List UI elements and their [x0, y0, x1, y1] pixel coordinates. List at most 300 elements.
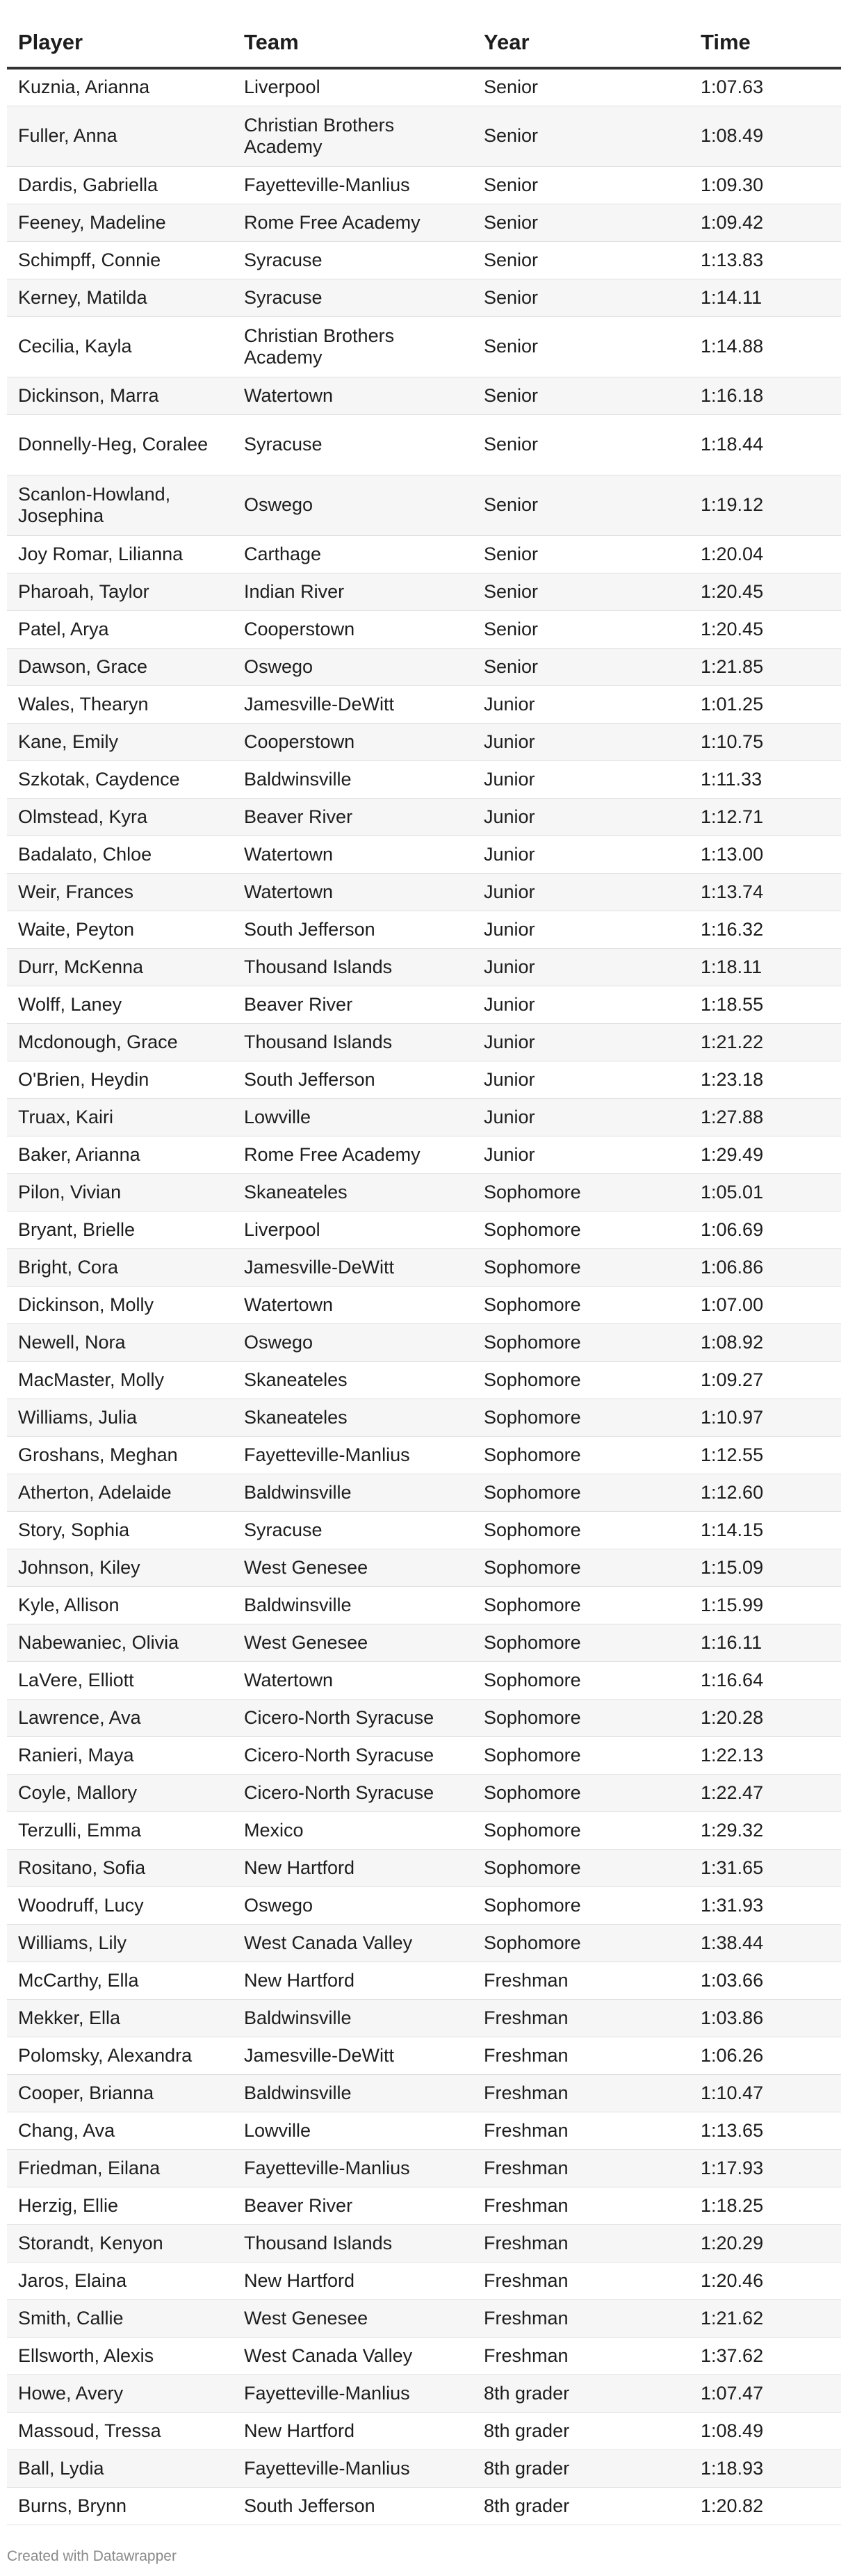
cell-team: Cooperstown [233, 723, 473, 760]
cell-player: Coyle, Mallory [7, 1774, 233, 1811]
header-row [7, 0, 841, 68]
table-row [7, 377, 841, 414]
cell-team: Watertown [233, 377, 473, 414]
cell-year: Sophomore [473, 1811, 690, 1849]
cell-year: Sophomore [473, 1323, 690, 1361]
cell-player: Chang, Ava [7, 2112, 233, 2149]
table-row [7, 1361, 841, 1399]
cell-player: Williams, Julia [7, 1399, 233, 1436]
cell-time: 1:13.83 [690, 241, 841, 279]
cell-time: 1:07.00 [690, 1286, 841, 1323]
cell-team: Thousand Islands [233, 948, 473, 986]
cell-team: Jamesville-DeWitt [233, 2037, 473, 2074]
cell-team: Fayetteville-Manlius [233, 166, 473, 204]
table-row [7, 1098, 841, 1136]
table-row [7, 1023, 841, 1061]
cell-time: 1:37.62 [690, 2337, 841, 2374]
cell-player: Nabewaniec, Olivia [7, 1624, 233, 1661]
cell-player: Mcdonough, Grace [7, 1023, 233, 1061]
cell-year: Junior [473, 798, 690, 835]
cell-player: LaVere, Elliott [7, 1661, 233, 1699]
cell-team: Baldwinsville [233, 2074, 473, 2112]
cell-year: Senior [473, 535, 690, 573]
cell-team: Liverpool [233, 68, 473, 106]
cell-time: 1:14.88 [690, 316, 841, 377]
table-body [7, 68, 841, 2525]
table-row [7, 1736, 841, 1774]
cell-time: 1:22.13 [690, 1736, 841, 1774]
cell-player: Groshans, Meghan [7, 1436, 233, 1474]
table-row [7, 911, 841, 948]
cell-year: Sophomore [473, 1924, 690, 1962]
cell-year: Sophomore [473, 1624, 690, 1661]
cell-time: 1:12.71 [690, 798, 841, 835]
table-row [7, 2262, 841, 2299]
cell-team: South Jefferson [233, 911, 473, 948]
cell-player: Dardis, Gabriella [7, 166, 233, 204]
cell-time: 1:14.15 [690, 1511, 841, 1549]
cell-year: Sophomore [473, 1774, 690, 1811]
cell-player: Dickinson, Marra [7, 377, 233, 414]
cell-time: 1:20.29 [690, 2224, 841, 2262]
cell-year: Junior [473, 1023, 690, 1061]
table-row [7, 798, 841, 835]
cell-team: Lowville [233, 1098, 473, 1136]
cell-time: 1:20.04 [690, 535, 841, 573]
cell-player: Badalato, Chloe [7, 835, 233, 873]
cell-player: Kyle, Allison [7, 1586, 233, 1624]
table-row [7, 685, 841, 723]
cell-time: 1:06.86 [690, 1248, 841, 1286]
cell-player: Story, Sophia [7, 1511, 233, 1549]
datawrapper-credit[interactable]: Created with Datawrapper [7, 2548, 177, 2564]
cell-team: Rome Free Academy [233, 1136, 473, 1173]
table-row [7, 648, 841, 685]
results-table [7, 0, 841, 2525]
cell-team: Oswego [233, 1323, 473, 1361]
cell-team: Fayetteville-Manlius [233, 2449, 473, 2487]
cell-year: Sophomore [473, 1248, 690, 1286]
cell-player: MacMaster, Molly [7, 1361, 233, 1399]
cell-time: 1:03.86 [690, 1999, 841, 2037]
cell-team: Watertown [233, 1286, 473, 1323]
cell-team: Jamesville-DeWitt [233, 685, 473, 723]
cell-player: Jaros, Elaina [7, 2262, 233, 2299]
cell-team: Beaver River [233, 986, 473, 1023]
table-row [7, 2487, 841, 2525]
cell-time: 1:08.49 [690, 2412, 841, 2449]
cell-year: Freshman [473, 1999, 690, 2037]
cell-player: Friedman, Eilana [7, 2149, 233, 2187]
cell-player: Baker, Arianna [7, 1136, 233, 1173]
cell-year: Sophomore [473, 1849, 690, 1886]
cell-year: Junior [473, 835, 690, 873]
cell-player: Waite, Peyton [7, 911, 233, 948]
cell-year: Sophomore [473, 1886, 690, 1924]
table-row [7, 835, 841, 873]
table-row [7, 1924, 841, 1962]
cell-year: Senior [473, 414, 690, 475]
cell-time: 1:15.99 [690, 1586, 841, 1624]
cell-team: Mexico [233, 1811, 473, 1849]
cell-team: Carthage [233, 535, 473, 573]
cell-time: 1:20.82 [690, 2487, 841, 2525]
cell-team: Skaneateles [233, 1361, 473, 1399]
cell-team: Watertown [233, 835, 473, 873]
cell-time: 1:09.30 [690, 166, 841, 204]
cell-time: 1:10.47 [690, 2074, 841, 2112]
cell-player: Weir, Frances [7, 873, 233, 911]
cell-team: New Hartford [233, 1962, 473, 1999]
cell-time: 1:38.44 [690, 1924, 841, 1962]
cell-time: 1:20.45 [690, 573, 841, 610]
cell-time: 1:05.01 [690, 1173, 841, 1211]
cell-player: Pharoah, Taylor [7, 573, 233, 610]
cell-team: New Hartford [233, 2262, 473, 2299]
cell-time: 1:12.60 [690, 1474, 841, 1511]
cell-player: Johnson, Kiley [7, 1549, 233, 1586]
cell-team: West Canada Valley [233, 1924, 473, 1962]
cell-team: Fayetteville-Manlius [233, 1436, 473, 1474]
cell-team: Oswego [233, 475, 473, 535]
cell-time: 1:16.18 [690, 377, 841, 414]
cell-year: Sophomore [473, 1173, 690, 1211]
cell-time: 1:13.65 [690, 2112, 841, 2149]
cell-player: Kuznia, Arianna [7, 68, 233, 106]
cell-year: Sophomore [473, 1736, 690, 1774]
cell-year: Senior [473, 166, 690, 204]
cell-player: Ranieri, Maya [7, 1736, 233, 1774]
cell-time: 1:11.33 [690, 760, 841, 798]
cell-team: Cicero-North Syracuse [233, 1736, 473, 1774]
cell-player: Scanlon-Howland, Josephina [7, 475, 233, 535]
cell-time: 1:23.18 [690, 1061, 841, 1098]
cell-year: Senior [473, 610, 690, 648]
cell-year: Junior [473, 685, 690, 723]
cell-player: Donnelly-Heg, Coralee [7, 414, 233, 475]
cell-year: Freshman [473, 2074, 690, 2112]
cell-time: 1:08.49 [690, 106, 841, 166]
cell-team: Thousand Islands [233, 2224, 473, 2262]
cell-year: Freshman [473, 2299, 690, 2337]
cell-year: 8th grader [473, 2487, 690, 2525]
cell-time: 1:07.63 [690, 68, 841, 106]
cell-player: Kerney, Matilda [7, 279, 233, 316]
column-header-player[interactable]: Player [7, 0, 233, 68]
cell-time: 1:22.47 [690, 1774, 841, 1811]
cell-time: 1:16.64 [690, 1661, 841, 1699]
cell-player: Joy Romar, Lilianna [7, 535, 233, 573]
cell-player: Woodruff, Lucy [7, 1886, 233, 1924]
cell-year: Freshman [473, 2337, 690, 2374]
cell-time: 1:31.93 [690, 1886, 841, 1924]
cell-year: Sophomore [473, 1586, 690, 1624]
cell-time: 1:19.12 [690, 475, 841, 535]
cell-time: 1:07.47 [690, 2374, 841, 2412]
cell-year: Senior [473, 106, 690, 166]
cell-time: 1:21.62 [690, 2299, 841, 2337]
table-row [7, 2112, 841, 2149]
cell-team: Fayetteville-Manlius [233, 2374, 473, 2412]
cell-year: Junior [473, 873, 690, 911]
cell-player: Ball, Lydia [7, 2449, 233, 2487]
table-row [7, 1136, 841, 1173]
cell-team: Oswego [233, 1886, 473, 1924]
table-row [7, 2412, 841, 2449]
table-row [7, 1173, 841, 1211]
table-row [7, 1474, 841, 1511]
table-row [7, 241, 841, 279]
cell-player: Wales, Thearyn [7, 685, 233, 723]
cell-player: Mekker, Ella [7, 1999, 233, 2037]
table-header [7, 0, 841, 68]
table-row [7, 1624, 841, 1661]
cell-player: Polomsky, Alexandra [7, 2037, 233, 2074]
cell-team: Jamesville-DeWitt [233, 1248, 473, 1286]
cell-team: Syracuse [233, 241, 473, 279]
table-row [7, 2224, 841, 2262]
cell-team: Watertown [233, 873, 473, 911]
table-row [7, 1811, 841, 1849]
cell-year: Freshman [473, 2262, 690, 2299]
cell-player: Ellsworth, Alexis [7, 2337, 233, 2374]
cell-year: Senior [473, 204, 690, 241]
cell-year: Junior [473, 911, 690, 948]
table-row [7, 2374, 841, 2412]
table-row [7, 986, 841, 1023]
cell-team: Cicero-North Syracuse [233, 1774, 473, 1811]
cell-time: 1:15.09 [690, 1549, 841, 1586]
cell-team: Syracuse [233, 279, 473, 316]
table-row [7, 475, 841, 535]
cell-team: South Jefferson [233, 1061, 473, 1098]
cell-time: 1:18.11 [690, 948, 841, 986]
cell-time: 1:09.27 [690, 1361, 841, 1399]
table-row [7, 723, 841, 760]
cell-year: Senior [473, 573, 690, 610]
cell-team: Skaneateles [233, 1173, 473, 1211]
cell-time: 1:09.42 [690, 204, 841, 241]
cell-team: Cicero-North Syracuse [233, 1699, 473, 1736]
cell-team: Baldwinsville [233, 1999, 473, 2037]
cell-time: 1:20.45 [690, 610, 841, 648]
table-row [7, 414, 841, 475]
cell-time: 1:10.75 [690, 723, 841, 760]
cell-year: 8th grader [473, 2374, 690, 2412]
cell-team: West Genesee [233, 1549, 473, 1586]
cell-year: Sophomore [473, 1436, 690, 1474]
table-row [7, 1248, 841, 1286]
cell-time: 1:18.25 [690, 2187, 841, 2224]
cell-year: Freshman [473, 2149, 690, 2187]
cell-team: Beaver River [233, 798, 473, 835]
cell-player: McCarthy, Ella [7, 1962, 233, 1999]
cell-player: Storandt, Kenyon [7, 2224, 233, 2262]
cell-team: Liverpool [233, 1211, 473, 1248]
cell-time: 1:17.93 [690, 2149, 841, 2187]
cell-year: Junior [473, 1098, 690, 1136]
table-row [7, 106, 841, 166]
cell-year: Sophomore [473, 1286, 690, 1323]
table-row [7, 2337, 841, 2374]
cell-year: Senior [473, 377, 690, 414]
cell-player: Wolff, Laney [7, 986, 233, 1023]
cell-time: 1:20.46 [690, 2262, 841, 2299]
cell-player: Szkotak, Caydence [7, 760, 233, 798]
cell-team: Christian Brothers Academy [233, 106, 473, 166]
table-row [7, 1586, 841, 1624]
cell-team: Baldwinsville [233, 760, 473, 798]
cell-team: Baldwinsville [233, 1474, 473, 1511]
cell-player: Pilon, Vivian [7, 1173, 233, 1211]
cell-team: Lowville [233, 2112, 473, 2149]
cell-time: 1:12.55 [690, 1436, 841, 1474]
table-row [7, 2074, 841, 2112]
cell-player: Truax, Kairi [7, 1098, 233, 1136]
cell-time: 1:20.28 [690, 1699, 841, 1736]
table-row [7, 1286, 841, 1323]
table-row [7, 316, 841, 377]
cell-year: Sophomore [473, 1699, 690, 1736]
cell-player: Massoud, Tressa [7, 2412, 233, 2449]
cell-team: Thousand Islands [233, 1023, 473, 1061]
cell-year: Freshman [473, 2112, 690, 2149]
table-row [7, 2299, 841, 2337]
cell-player: Rositano, Sofia [7, 1849, 233, 1886]
cell-team: Christian Brothers Academy [233, 316, 473, 377]
cell-year: Sophomore [473, 1399, 690, 1436]
table-row [7, 610, 841, 648]
cell-team: West Genesee [233, 1624, 473, 1661]
cell-team: Syracuse [233, 1511, 473, 1549]
table-row [7, 2037, 841, 2074]
cell-player: Schimpff, Connie [7, 241, 233, 279]
table-row [7, 1849, 841, 1886]
cell-year: 8th grader [473, 2449, 690, 2487]
cell-year: Sophomore [473, 1474, 690, 1511]
cell-team: Baldwinsville [233, 1586, 473, 1624]
table-row [7, 204, 841, 241]
cell-team: Beaver River [233, 2187, 473, 2224]
cell-player: Dickinson, Molly [7, 1286, 233, 1323]
table-row [7, 1886, 841, 1924]
cell-year: Freshman [473, 1962, 690, 1999]
table-row [7, 1061, 841, 1098]
cell-player: Bright, Cora [7, 1248, 233, 1286]
cell-time: 1:13.00 [690, 835, 841, 873]
table-row [7, 1962, 841, 1999]
cell-player: Olmstead, Kyra [7, 798, 233, 835]
cell-player: O'Brien, Heydin [7, 1061, 233, 1098]
cell-team: Rome Free Academy [233, 204, 473, 241]
cell-year: Senior [473, 475, 690, 535]
cell-team: Cooperstown [233, 610, 473, 648]
column-header-team[interactable]: Team [233, 0, 473, 68]
cell-player: Patel, Arya [7, 610, 233, 648]
cell-player: Cecilia, Kayla [7, 316, 233, 377]
table-row [7, 573, 841, 610]
cell-player: Williams, Lily [7, 1924, 233, 1962]
cell-year: Sophomore [473, 1661, 690, 1699]
cell-player: Herzig, Ellie [7, 2187, 233, 2224]
cell-time: 1:18.93 [690, 2449, 841, 2487]
column-header-time[interactable]: Time [690, 0, 841, 68]
cell-team: New Hartford [233, 1849, 473, 1886]
table-row [7, 1774, 841, 1811]
cell-time: 1:14.11 [690, 279, 841, 316]
cell-player: Feeney, Madeline [7, 204, 233, 241]
column-header-year[interactable]: Year [473, 0, 690, 68]
table-row [7, 760, 841, 798]
table-row [7, 1999, 841, 2037]
cell-player: Kane, Emily [7, 723, 233, 760]
table-row [7, 1211, 841, 1248]
cell-player: Dawson, Grace [7, 648, 233, 685]
cell-time: 1:27.88 [690, 1098, 841, 1136]
cell-time: 1:16.11 [690, 1624, 841, 1661]
cell-year: Freshman [473, 2224, 690, 2262]
table-row [7, 279, 841, 316]
cell-year: Senior [473, 316, 690, 377]
cell-team: Watertown [233, 1661, 473, 1699]
cell-player: Atherton, Adelaide [7, 1474, 233, 1511]
cell-time: 1:16.32 [690, 911, 841, 948]
cell-time: 1:31.65 [690, 1849, 841, 1886]
cell-time: 1:01.25 [690, 685, 841, 723]
cell-year: Sophomore [473, 1511, 690, 1549]
cell-year: Sophomore [473, 1361, 690, 1399]
cell-year: Sophomore [473, 1549, 690, 1586]
table-row [7, 948, 841, 986]
table-row [7, 535, 841, 573]
cell-year: Junior [473, 1136, 690, 1173]
cell-year: Senior [473, 648, 690, 685]
cell-team: Skaneateles [233, 1399, 473, 1436]
cell-team: South Jefferson [233, 2487, 473, 2525]
cell-team: Fayetteville-Manlius [233, 2149, 473, 2187]
cell-player: Bryant, Brielle [7, 1211, 233, 1248]
cell-year: Junior [473, 1061, 690, 1098]
table-row [7, 873, 841, 911]
cell-year: Freshman [473, 2187, 690, 2224]
table-row [7, 1661, 841, 1699]
cell-time: 1:08.92 [690, 1323, 841, 1361]
table-row [7, 1549, 841, 1586]
cell-player: Howe, Avery [7, 2374, 233, 2412]
cell-team: West Genesee [233, 2299, 473, 2337]
cell-time: 1:21.22 [690, 1023, 841, 1061]
cell-year: Senior [473, 68, 690, 106]
cell-player: Lawrence, Ava [7, 1699, 233, 1736]
cell-time: 1:06.26 [690, 2037, 841, 2074]
cell-time: 1:10.97 [690, 1399, 841, 1436]
cell-time: 1:13.74 [690, 873, 841, 911]
cell-time: 1:06.69 [690, 1211, 841, 1248]
cell-player: Burns, Brynn [7, 2487, 233, 2525]
cell-player: Smith, Callie [7, 2299, 233, 2337]
cell-time: 1:29.32 [690, 1811, 841, 1849]
cell-year: Junior [473, 948, 690, 986]
cell-year: Junior [473, 723, 690, 760]
cell-time: 1:18.55 [690, 986, 841, 1023]
cell-player: Terzulli, Emma [7, 1811, 233, 1849]
table-row [7, 2149, 841, 2187]
cell-year: 8th grader [473, 2412, 690, 2449]
cell-year: Senior [473, 279, 690, 316]
cell-year: Freshman [473, 2037, 690, 2074]
table-row [7, 1699, 841, 1736]
table-row [7, 2449, 841, 2487]
